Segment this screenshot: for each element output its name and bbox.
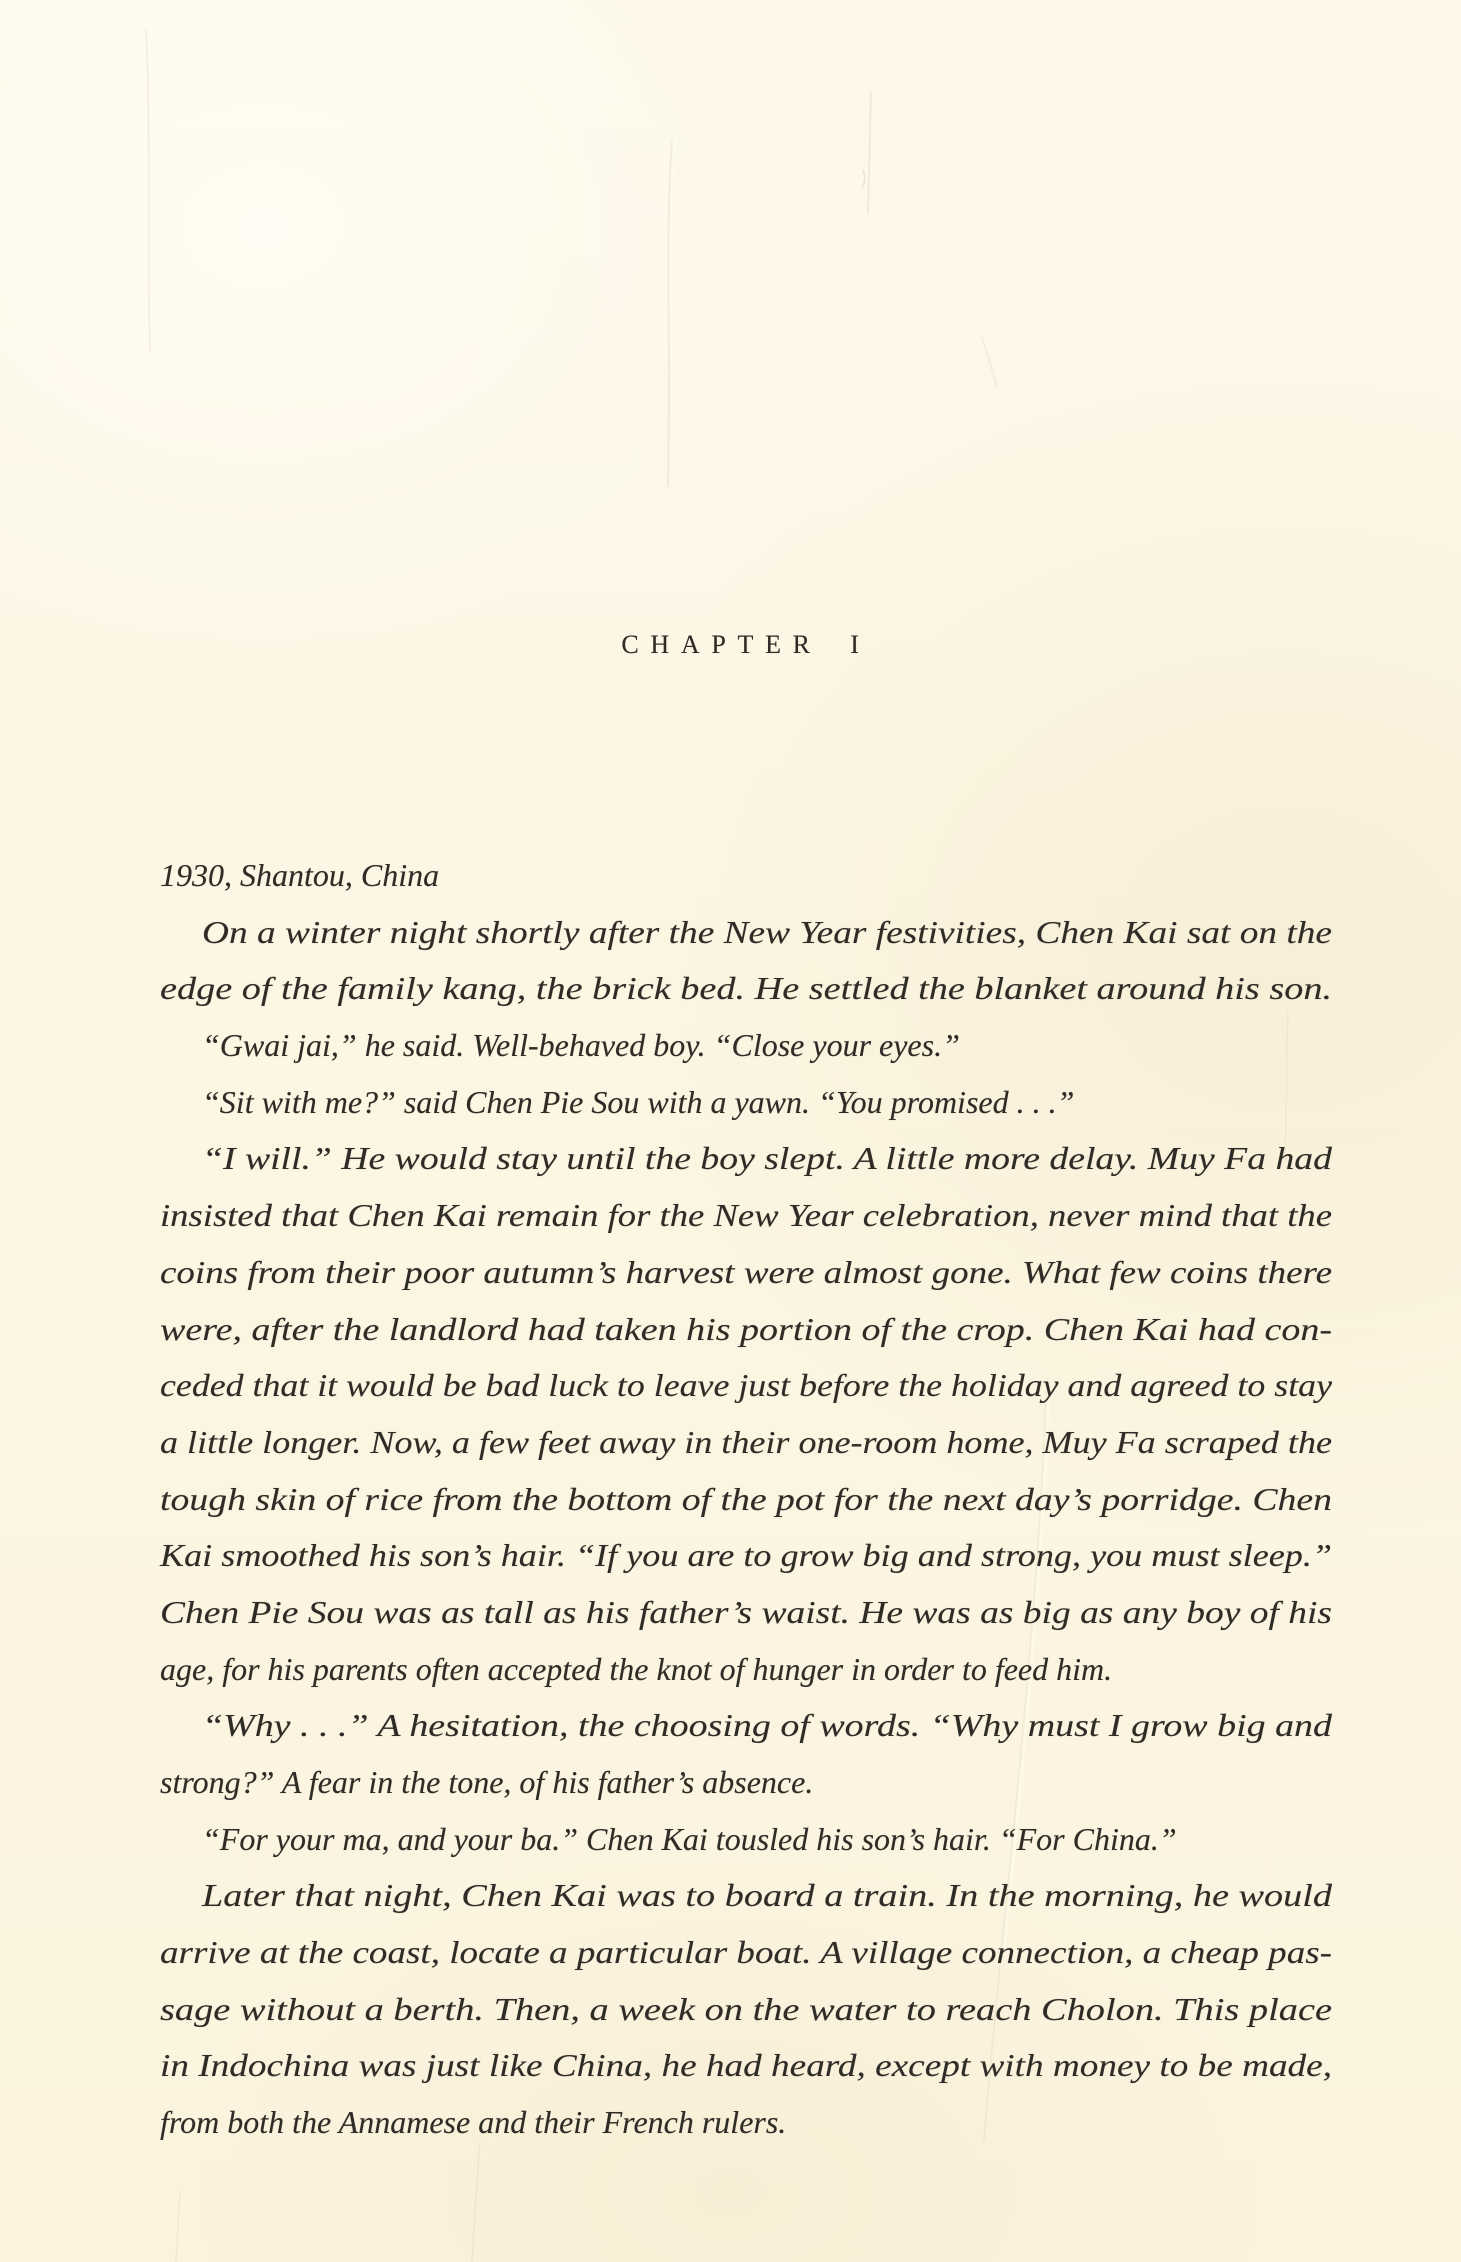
- body-line: age, for his parents often accepted the knot of hunger in order to feed him.: [160, 1650, 1113, 1687]
- body-line: coins from their poor autumn’s harvest were almost gone. What few coins there: [160, 1253, 1332, 1290]
- body-line: sage without a berth. Then, a week on the water to reach Cholon. This place: [160, 1990, 1332, 2027]
- body-text-block: [160, 847, 1332, 2151]
- body-line: “I will.” He would stay until the boy slept. A little more delay. Muy Fa had: [202, 1140, 1332, 1177]
- body-line: “Gwai jai,” he said. Well-behaved boy. “Close your eyes.”: [202, 1027, 960, 1064]
- dateline: [160, 847, 1332, 904]
- body-line: were, after the landlord had taken his portion of the crop. Chen Kai had con-: [160, 1310, 1332, 1347]
- body-line: “Sit with me?” said Chen Pie Sou with a yawn. “You promised . . .”: [202, 1083, 1075, 1120]
- body-line: arrive at the coast, locate a particular boat. A village connection, a cheap pas-: [160, 1934, 1332, 1971]
- body-line: tough skin of rice from the bottom of the pot for the next day’s porridge. Chen: [160, 1480, 1332, 1517]
- body-line: “Why . . .” A hesitation, the choosing of words. “Why must I grow big and: [202, 1707, 1332, 1744]
- body-line: Chen Pie Sou was as tall as his father’s waist. He was as big as any boy of his: [160, 1593, 1332, 1630]
- body-line: a little longer. Now, a few feet away in their one-room home, Muy Fa scraped the: [160, 1423, 1332, 1460]
- body-line: Kai smoothed his son’s hair. “If you are to grow big and strong, you must sleep.”: [160, 1537, 1332, 1574]
- body-line: strong?” A fear in the tone, of his father’s absence.: [160, 1764, 814, 1800]
- body-line: ceded that it would be bad luck to leave just before the holiday and agreed to stay: [160, 1367, 1332, 1404]
- body-line: edge of the family kang, the brick bed. He settled the blanket around his son.: [160, 970, 1332, 1007]
- body-line: “For your ma, and your ba.” Chen Kai tousled his son’s hair. “For China.”: [202, 1820, 1177, 1857]
- body-line: On a winter night shortly after the New Year festivities, Chen Kai sat on the: [202, 913, 1332, 950]
- body-line: Later that night, Chen Kai was to board a train. In the morning, he would: [202, 1877, 1332, 1914]
- body-line: insisted that Chen Kai remain for the New Year celebration, never mind that the: [160, 1197, 1332, 1234]
- body-line: from both the Annamese and their French rulers.: [160, 2104, 787, 2141]
- chapter-heading: CHAPTER I: [621, 630, 871, 659]
- body-line: in Indochina was just like China, he had heard, except with money to be made,: [160, 2047, 1332, 2084]
- dateline-text: 1930, Shantou, China: [160, 857, 440, 893]
